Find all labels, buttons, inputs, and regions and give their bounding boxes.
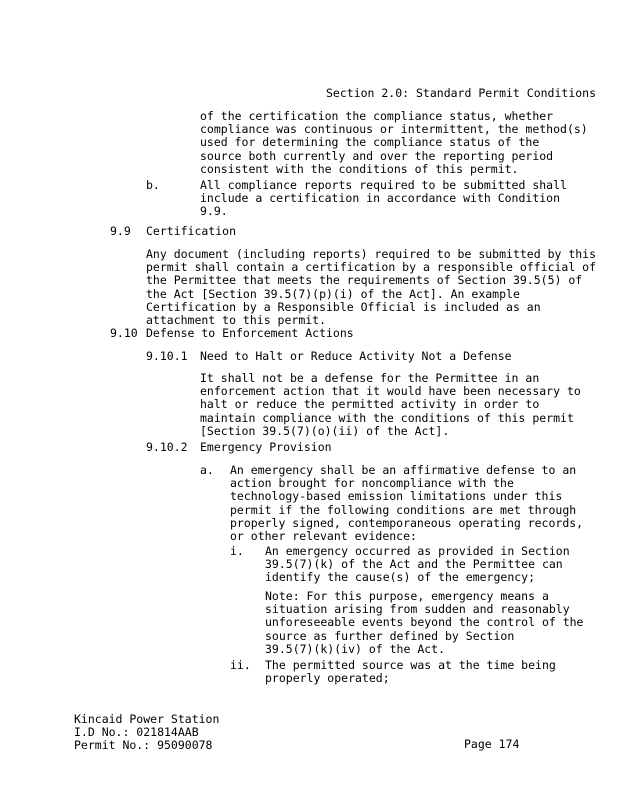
text-line: action brought for noncompliance with the bbox=[230, 476, 514, 491]
item-a-paragraph bbox=[230, 464, 583, 543]
text-line: situation arising from sudden and reasonably bbox=[265, 602, 570, 617]
item-i-marker: i. bbox=[230, 544, 244, 558]
text-line: 39.5(7)(k)(iv) of the Act. bbox=[265, 641, 446, 656]
text-line: [Section 39.5(7)(o)(ii) of the Act]. bbox=[200, 423, 450, 438]
item-b-marker: b. bbox=[146, 178, 160, 192]
item-i-note bbox=[265, 590, 584, 656]
text-line: Note: For this purpose, emergency means a bbox=[265, 589, 549, 603]
page-header: Section 2.0: Standard Permit Conditions bbox=[326, 86, 597, 100]
section-9-9-number: 9.9 bbox=[110, 224, 131, 238]
text-line: permit if the following conditions are met through bbox=[230, 502, 577, 517]
item-a-marker: a. bbox=[200, 463, 214, 477]
footer-permit-no: Permit No.: 95090078 bbox=[74, 738, 213, 753]
text-line: of the certification the compliance status, whether bbox=[200, 109, 554, 123]
text-line: maintain compliance with the conditions of this permit bbox=[200, 410, 574, 425]
section-9-10-1-number: 9.10.1 bbox=[146, 349, 188, 363]
text-line: the Act [Section 39.5(7)(p)(i) of the Act]. An example bbox=[146, 286, 520, 301]
section-9-10-1-paragraph bbox=[200, 372, 581, 438]
text-line: source both currently and over the reporting period bbox=[200, 148, 554, 163]
text-line: or other relevant evidence: bbox=[230, 529, 417, 544]
text-line: 9.9. bbox=[200, 204, 228, 219]
text-line: attachment to this permit. bbox=[146, 313, 327, 328]
text-line: Any document (including reports) required to be submitted by this bbox=[146, 247, 597, 261]
text-line: include a certification in accordance with Condition bbox=[200, 191, 561, 206]
text-line: The permitted source was at the time being bbox=[265, 658, 556, 672]
text-line: It shall not be a defense for the Permittee in an bbox=[200, 371, 540, 385]
footer-id-no: I.D No.: 021814AAB bbox=[74, 725, 199, 740]
text-line: properly signed, contemporaneous operating records, bbox=[230, 515, 584, 530]
text-line: enforcement action that it would have been necessary to bbox=[200, 384, 581, 399]
text-line: the Permittee that meets the requirements of Section 39.5(5) of bbox=[146, 273, 583, 288]
text-line: halt or reduce the permitted activity in order to bbox=[200, 397, 540, 412]
text-line: consistent with the conditions of this permit. bbox=[200, 161, 519, 176]
section-9-10-title: Defense to Enforcement Actions bbox=[146, 326, 354, 340]
text-line: 39.5(7)(k) of the Act and the Permittee can bbox=[265, 557, 563, 572]
text-line: An emergency occurred as provided in Section bbox=[265, 544, 570, 558]
section-9-9-title: Certification bbox=[146, 224, 237, 238]
item-ii-marker: ii. bbox=[230, 658, 251, 672]
section-9-10-number: 9.10 bbox=[110, 326, 138, 340]
text-line: compliance was continuous or intermittent, the method(s) bbox=[200, 122, 588, 137]
text-line: unforeseeable events beyond the control of the bbox=[265, 615, 584, 630]
text-line: All compliance reports required to be submitted shall bbox=[200, 178, 567, 192]
text-line: used for determining the compliance status of the bbox=[200, 135, 540, 150]
text-line: Certification by a Responsible Official is included as an bbox=[146, 299, 541, 314]
item-b-paragraph bbox=[200, 179, 567, 219]
text-line: source as further defined by Section bbox=[265, 628, 515, 643]
section-9-10-2-title: Emergency Provision bbox=[200, 440, 332, 454]
page-number: Page 174 bbox=[464, 737, 520, 751]
item-i-paragraph bbox=[265, 545, 570, 585]
section-9-9-paragraph bbox=[146, 248, 596, 327]
text-line: An emergency shall be an affirmative defense to an bbox=[230, 463, 577, 477]
continuation-paragraph bbox=[200, 110, 588, 176]
text-line: permit shall contain a certification by a responsible official of bbox=[146, 260, 597, 275]
section-9-10-2-number: 9.10.2 bbox=[146, 440, 188, 454]
text-line: identify the cause(s) of the emergency; bbox=[265, 570, 536, 585]
footer bbox=[74, 713, 219, 753]
text-line: technology-based emission limitations under this bbox=[230, 489, 563, 504]
footer-facility: Kincaid Power Station bbox=[74, 712, 220, 726]
text-line: properly operated; bbox=[265, 671, 390, 686]
item-ii-paragraph bbox=[265, 659, 556, 685]
section-9-10-1-title: Need to Halt or Reduce Activity Not a Defense bbox=[200, 349, 512, 363]
